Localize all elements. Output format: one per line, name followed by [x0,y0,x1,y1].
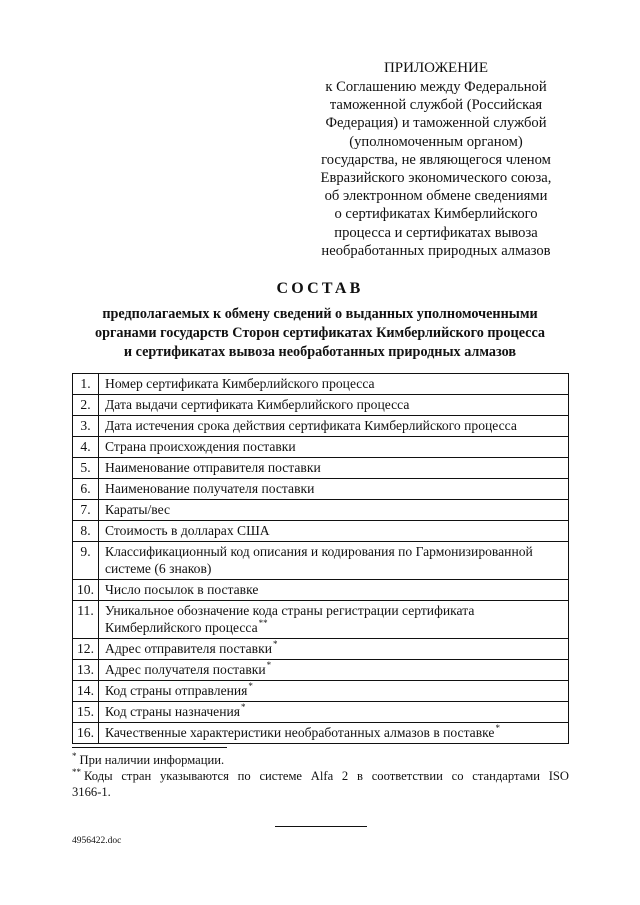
item-description-line [105,396,563,413]
item-description-text: Кимберлийского процесса [105,620,258,635]
item-number: 4. [73,437,99,458]
appendix-line: к Соглашению между Федеральной [325,79,547,95]
table-row [73,723,569,744]
footnotes [72,752,569,800]
item-description [99,437,569,458]
table-row [73,458,569,479]
item-description-text: системе (6 знаков) [105,561,212,576]
item-description-text: Дата выдачи сертификата Кимберлийского процесса [105,397,410,412]
item-number: 13. [73,660,99,681]
item-description-line [105,703,563,720]
table-row [73,580,569,601]
item-description-line [105,661,563,678]
item-description-text: Наименование отправителя поставки [105,460,321,475]
footnote-item [72,768,569,800]
footnote-reference: * [272,639,278,649]
item-number: 6. [73,479,99,500]
table-row [73,601,569,639]
footnote-reference: * [248,681,253,691]
table-row [73,395,569,416]
item-description-text: Наименование получателя поставки [105,481,315,496]
item-description-text: Код страны отправления [105,683,248,698]
item-description [99,660,569,681]
item-description [99,601,569,639]
footnote-reference: ** [258,618,268,628]
item-description [99,702,569,723]
item-number: 8. [73,521,99,542]
table-row [73,374,569,395]
items-table [72,373,569,744]
item-description [99,500,569,521]
item-description [99,479,569,500]
table-row [73,660,569,681]
item-description-text: Номер сертификата Кимберлийского процесса [105,376,375,391]
table-row [73,437,569,458]
item-description-line [105,417,563,434]
item-number: 3. [73,416,99,437]
item-description-line [105,581,563,598]
item-description-line [105,619,563,636]
item-description [99,458,569,479]
table-row [73,702,569,723]
appendix-line: об электронном обмене сведениями [324,188,548,205]
item-number: 10. [73,580,99,601]
footnote-text: Коды стран указываются по системе Alfa 2 в соответствии со стандартами ISO 3166-1. [72,769,569,799]
item-description-text: Адрес отправителя поставки [105,641,272,656]
item-description-line [105,724,563,741]
subtitle-line: и сертификатах вывоза необработанных природных алмазов [123,344,517,360]
appendix-line: Федерация) и таможенной службой [325,115,547,132]
item-description [99,639,569,660]
appendix-line: (уполномоченным органом) [349,133,523,150]
document-subtitle [70,305,570,362]
item-number: 9. [73,542,99,580]
item-number: 16. [73,723,99,744]
item-description [99,542,569,580]
subtitle-line: предполагаемых к обмену сведений о выданных уполномоченными [102,306,538,322]
table-row [73,639,569,660]
item-description-text: Стоимость в долларах США [105,523,270,538]
footnote-separator [72,747,227,748]
item-description-line [105,640,563,657]
item-number: 7. [73,500,99,521]
item-description [99,521,569,542]
item-description-text: Классификационный код описания и кодирования по Гармонизированной [105,544,533,559]
appendix-block [300,58,572,260]
item-description-line [105,560,563,577]
item-description-line [105,522,563,539]
item-description-text: Число посылок в поставке [105,582,259,597]
item-description-text: Дата истечения срока действия сертификата Кимберлийского процесса [105,418,517,433]
appendix-line: таможенной службой (Российская [329,97,543,114]
item-description-text: Код страны назначения [105,704,241,719]
footnote-reference: * [495,723,500,733]
table-row [73,479,569,500]
items-table-body [73,374,569,744]
footnote-mark: * [72,751,77,761]
item-description-line [105,438,563,455]
item-description-text: Караты/вес [105,502,170,517]
item-number: 15. [73,702,99,723]
footnote-item [72,752,569,768]
appendix-line: государства, не являющегося членом [321,151,551,168]
item-description [99,416,569,437]
item-description [99,395,569,416]
subtitle-line: органами государств Сторон сертификатах Кимберлийского процесса [94,325,546,341]
item-description-line [105,501,563,518]
item-description-text: Уникальное обозначение кода страны регистрации сертификата [105,603,475,618]
table-row [73,521,569,542]
end-separator [275,826,367,827]
footnote-text: При наличии информации. [79,753,225,767]
table-row [73,500,569,521]
item-description [99,374,569,395]
item-description-text: Страна происхождения поставки [105,439,296,454]
item-description [99,580,569,601]
appendix-title: ПРИЛОЖЕНИЕ [383,60,489,76]
item-description-line [105,480,563,497]
item-description-text: Качественные характеристики необработанных алмазов в поставке [105,725,495,740]
footnote-reference: * [266,660,272,670]
item-description-line [105,682,563,699]
document-title: СОСТАВ [276,280,364,297]
table-row [73,542,569,580]
item-number: 12. [73,639,99,660]
item-number: 14. [73,681,99,702]
table-row [73,681,569,702]
item-number: 1. [73,374,99,395]
item-description [99,723,569,744]
appendix-line: необработанных природных алмазов [321,242,551,259]
item-number: 2. [73,395,99,416]
footnote-reference: * [241,702,246,712]
appendix-line: процесса и сертификатах вывоза [334,224,538,241]
item-description-line [105,543,563,560]
file-code: 4956422.doc [72,836,122,846]
item-number: 11. [73,601,99,639]
footnote-mark: ** [72,767,81,777]
item-number: 5. [73,458,99,479]
item-description-line [105,375,563,392]
table-row [73,416,569,437]
appendix-line: Евразийского экономического союза, [320,170,552,187]
item-description-text: Адрес получателя поставки [105,662,266,677]
item-description-line [105,459,563,476]
item-description-line [105,602,563,619]
item-description [99,681,569,702]
appendix-line: о сертификатах Кимберлийского [334,206,538,223]
